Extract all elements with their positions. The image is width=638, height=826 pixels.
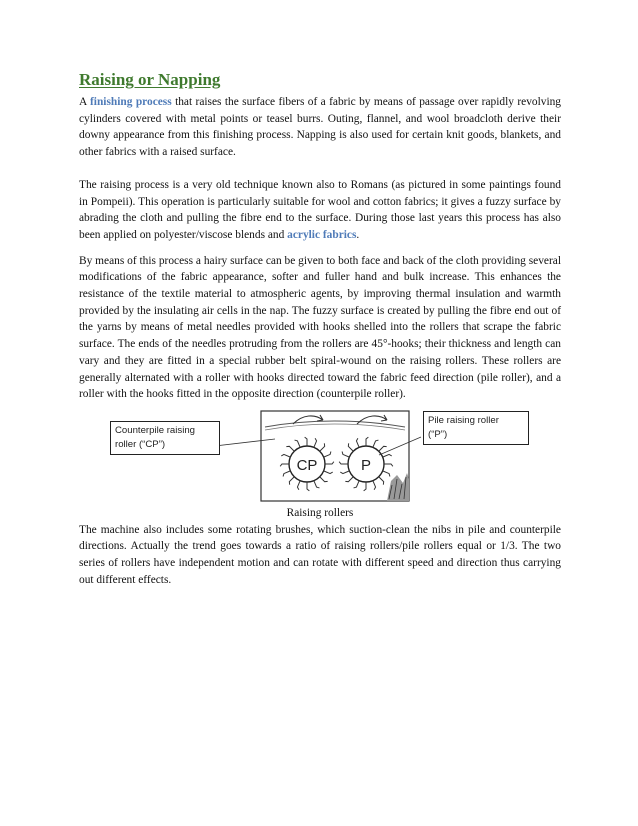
hook-needle: [283, 471, 290, 477]
hook-needle: [354, 481, 360, 488]
pile-label-line1: Pile raising roller: [428, 414, 499, 426]
hook-needle: [366, 437, 368, 446]
pile-label-line2: (“P”): [428, 428, 448, 440]
intro-text-end: that raises the surface fibers of a fabric by means of passage over rapidly revolving cylinders covered with metal points or teasel burrs. Outing, flannel, and wool broadcloth derive their downy appearance from this finishing process. Napping is also used for certain knit goods, blankets, and other fabrics with a raised surface.: [79, 96, 561, 159]
counterpile-label-line2: roller (“CP”): [115, 438, 166, 450]
page-title: Raising or Napping: [79, 70, 221, 89]
hook-needle: [320, 477, 328, 482]
hook-needle: [324, 471, 333, 474]
hook-needle: [340, 471, 349, 474]
hook-needle: [295, 440, 301, 447]
hook-needle: [281, 454, 290, 457]
hook-needle: [384, 464, 393, 466]
hook-needle: [379, 477, 384, 485]
paragraph-process: By means of this process a hairy surface can be given to both face and back of the cloth providing several modifications of the fabric appearance, softer and fuller hand and bulk increase. This enhances the resistance of the textile material to atmospheric agents, by improving thermal insulation and warmth provided by the insulating air cells in the nap. The fuzzy surface is created by pulling the fibre end out of the yarns by means of metal needles provided with hooks shelled into the rollers that scrape the fabric surface. The ends of the needles protruding from the rollers are 45°-hooks; their thickness and length can vary and they are fitted in a special rubber belt spiral-wound on the raising rollers. These rollers are generally alternated with a roller with hooks directed toward the fabric feed direction (pile roller), and a roller with the hooks fitted in the opposite direction (counterpile roller).: [79, 254, 561, 401]
finishing-process-link[interactable]: finishing process: [90, 96, 172, 108]
figure-caption: Raising rollers: [286, 506, 354, 519]
hook-needle: [320, 443, 325, 451]
raising-rollers-figure: [79, 409, 561, 504]
hook-needle: [314, 481, 320, 488]
hook-needle: [342, 452, 349, 458]
hook-needle: [364, 482, 366, 491]
hook-needle: [373, 440, 379, 447]
hook-needle: [297, 481, 300, 490]
document-page: [79, 70, 561, 588]
pile-label-box: [423, 411, 529, 445]
counterpile-label-line1: Counterpile raising: [115, 424, 195, 436]
hook-needle: [379, 446, 387, 451]
hook-needle: [339, 462, 348, 464]
nap-texture: [387, 473, 409, 501]
hook-needle: [383, 454, 392, 457]
hook-needle: [289, 477, 294, 485]
hook-needle: [356, 438, 359, 447]
hook-needle: [345, 477, 353, 482]
roller-cp-label: CP: [296, 456, 318, 474]
hook-needle: [324, 452, 331, 458]
paragraph-intro: [79, 94, 561, 161]
acrylic-fabrics-link[interactable]: acrylic fabrics: [287, 228, 357, 241]
history-text-end: .: [356, 228, 360, 241]
hook-needle: [348, 443, 353, 451]
counterpile-label-box: [110, 421, 220, 455]
hook-needle: [383, 471, 390, 477]
hook-needle: [305, 437, 307, 446]
intro-text-start: A: [79, 96, 90, 108]
hook-needle: [325, 462, 334, 464]
hook-needle: [280, 464, 289, 466]
roller-p-label: P: [360, 456, 372, 474]
paragraph-brushes: The machine also includes some rotating brushes, which suction-clean the nibs in pile and counterpile directions. Actually the trend goes towards a ratio of raising rollers/pile rollers equal or 1/3. The two series of rollers have independent motion and can rotate with different speed and direction thus carrying out different effects.: [79, 523, 561, 586]
hook-needle: [314, 438, 317, 447]
history-text-start: The raising process is a very old technique known also to Romans (as pictured in some paintings found in Pompeii). This operation is particularly suitable for wool and cotton fabrics; it gives a fuzzy surface by abrading the cloth and pulling the fibre end to the surface. During those last years this process has also been applied on polyester/viscose blends and: [79, 178, 561, 241]
paragraph-history: [79, 177, 561, 244]
hook-needle: [373, 481, 376, 490]
hook-needle: [286, 446, 294, 451]
hook-needle: [307, 482, 309, 491]
